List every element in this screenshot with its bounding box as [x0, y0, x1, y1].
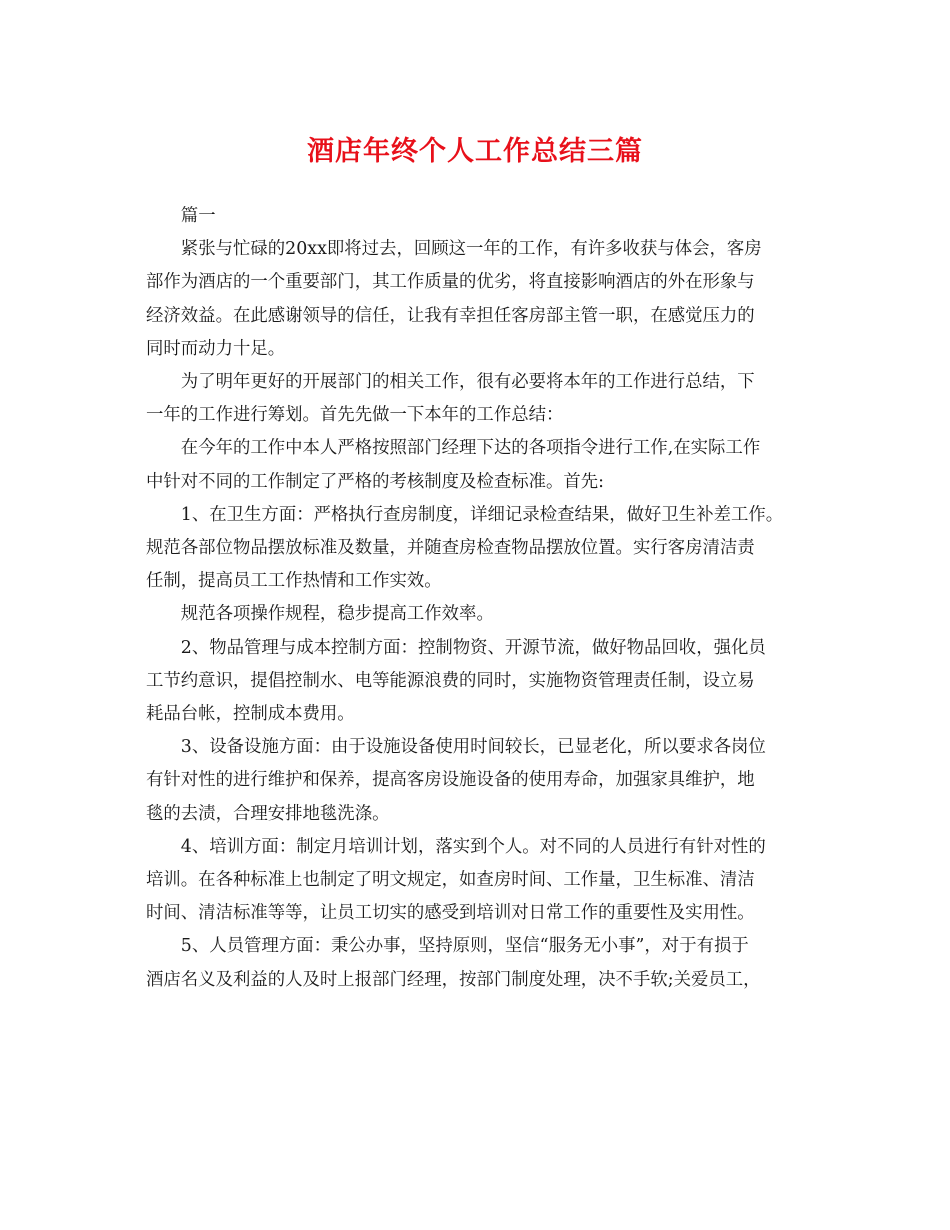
text-line: 耗品台帐，控制成本费用。: [146, 704, 355, 725]
text-line: 同时而动力十足。: [146, 338, 286, 359]
text-line: 任制，提高员工工作热情和工作实效。: [146, 571, 442, 592]
text-line: 4、培训方面：制定月培训计划，落实到个人。对不同的人员进行有针对性的: [180, 836, 766, 857]
paragraph: [146, 366, 814, 432]
text-line: 工节约意识，提倡控制水、电等能源浪费的同时，实施物资管理责任制，设立易: [146, 670, 755, 691]
text-line: 规范各项操作规程，稳步提高工作效率。: [180, 604, 494, 625]
paragraph: [146, 200, 814, 233]
text-line: 紧张与忙碌的20xx即将过去，回顾这一年的工作，有许多收获与体会，客房: [180, 239, 762, 260]
paragraph: [146, 731, 814, 831]
text-line: 有针对性的进行维护和保养，提高客房设施设备的使用寿命，加强家具维护，地: [146, 770, 755, 791]
text-line: 3、设备设施方面：由于设施设备使用时间较长，已显老化，所以要求各岗位: [180, 737, 766, 758]
text-line: 经济效益。在此感谢领导的信任，让我有幸担任客房部主管一职，在感觉压力的: [146, 305, 755, 326]
paragraph: [146, 930, 814, 996]
text-line: 酒店名义及利益的人及时上报部门经理，按部门制度处理，决不手软;关爱员工，: [146, 969, 761, 990]
text-line: 在今年的工作中本人严格按照部门经理下达的各项指令进行工作,在实际工作: [180, 438, 761, 459]
document-title: 酒店年终个人工作总结三篇: [307, 136, 643, 167]
text-line: 部作为酒店的一个重要部门，其工作质量的优劣，将直接影响酒店的外在形象与: [146, 272, 755, 293]
text-line: 一年的工作进行筹划。首先先做一下本年的工作总结：: [146, 405, 564, 426]
paragraph: [146, 831, 814, 931]
text-line: 为了明年更好的开展部门的相关工作，很有必要将本年的工作进行总结，下: [180, 372, 755, 393]
text-line: 1、在卫生方面：严格执行查房制度，详细记录检查结果，做好卫生补差工作。: [180, 504, 784, 525]
text-line: 5、人员管理方面：秉公办事，坚持原则，坚信“服务无小事”，对于有损于: [180, 936, 749, 957]
paragraph: [146, 598, 814, 631]
paragraph: [146, 432, 814, 498]
text-line: 规范各部位物品摆放标准及数量，并随查房检查物品摆放位置。实行客房清洁责: [146, 538, 755, 559]
text-line: 培训。在各种标准上也制定了明文规定，如查房时间、工作量，卫生标准、清洁: [146, 870, 755, 891]
text-line: 篇一: [180, 206, 216, 226]
paragraph: [146, 233, 814, 366]
text-line: 毯的去渍，合理安排地毯洗涤。: [146, 803, 390, 824]
paragraph: [146, 499, 814, 599]
document-body: [146, 200, 814, 997]
text-line: 时间、清洁标准等等，让员工切实的感受到培训对日常工作的重要性及实用性。: [146, 903, 755, 924]
paragraph: [146, 632, 814, 732]
text-line: 2、物品管理与成本控制方面：控制物资、开源节流，做好物品回收，强化员: [180, 637, 766, 658]
text-line: 中针对不同的工作制定了严格的考核制度及检查标准。首先:: [146, 471, 605, 492]
